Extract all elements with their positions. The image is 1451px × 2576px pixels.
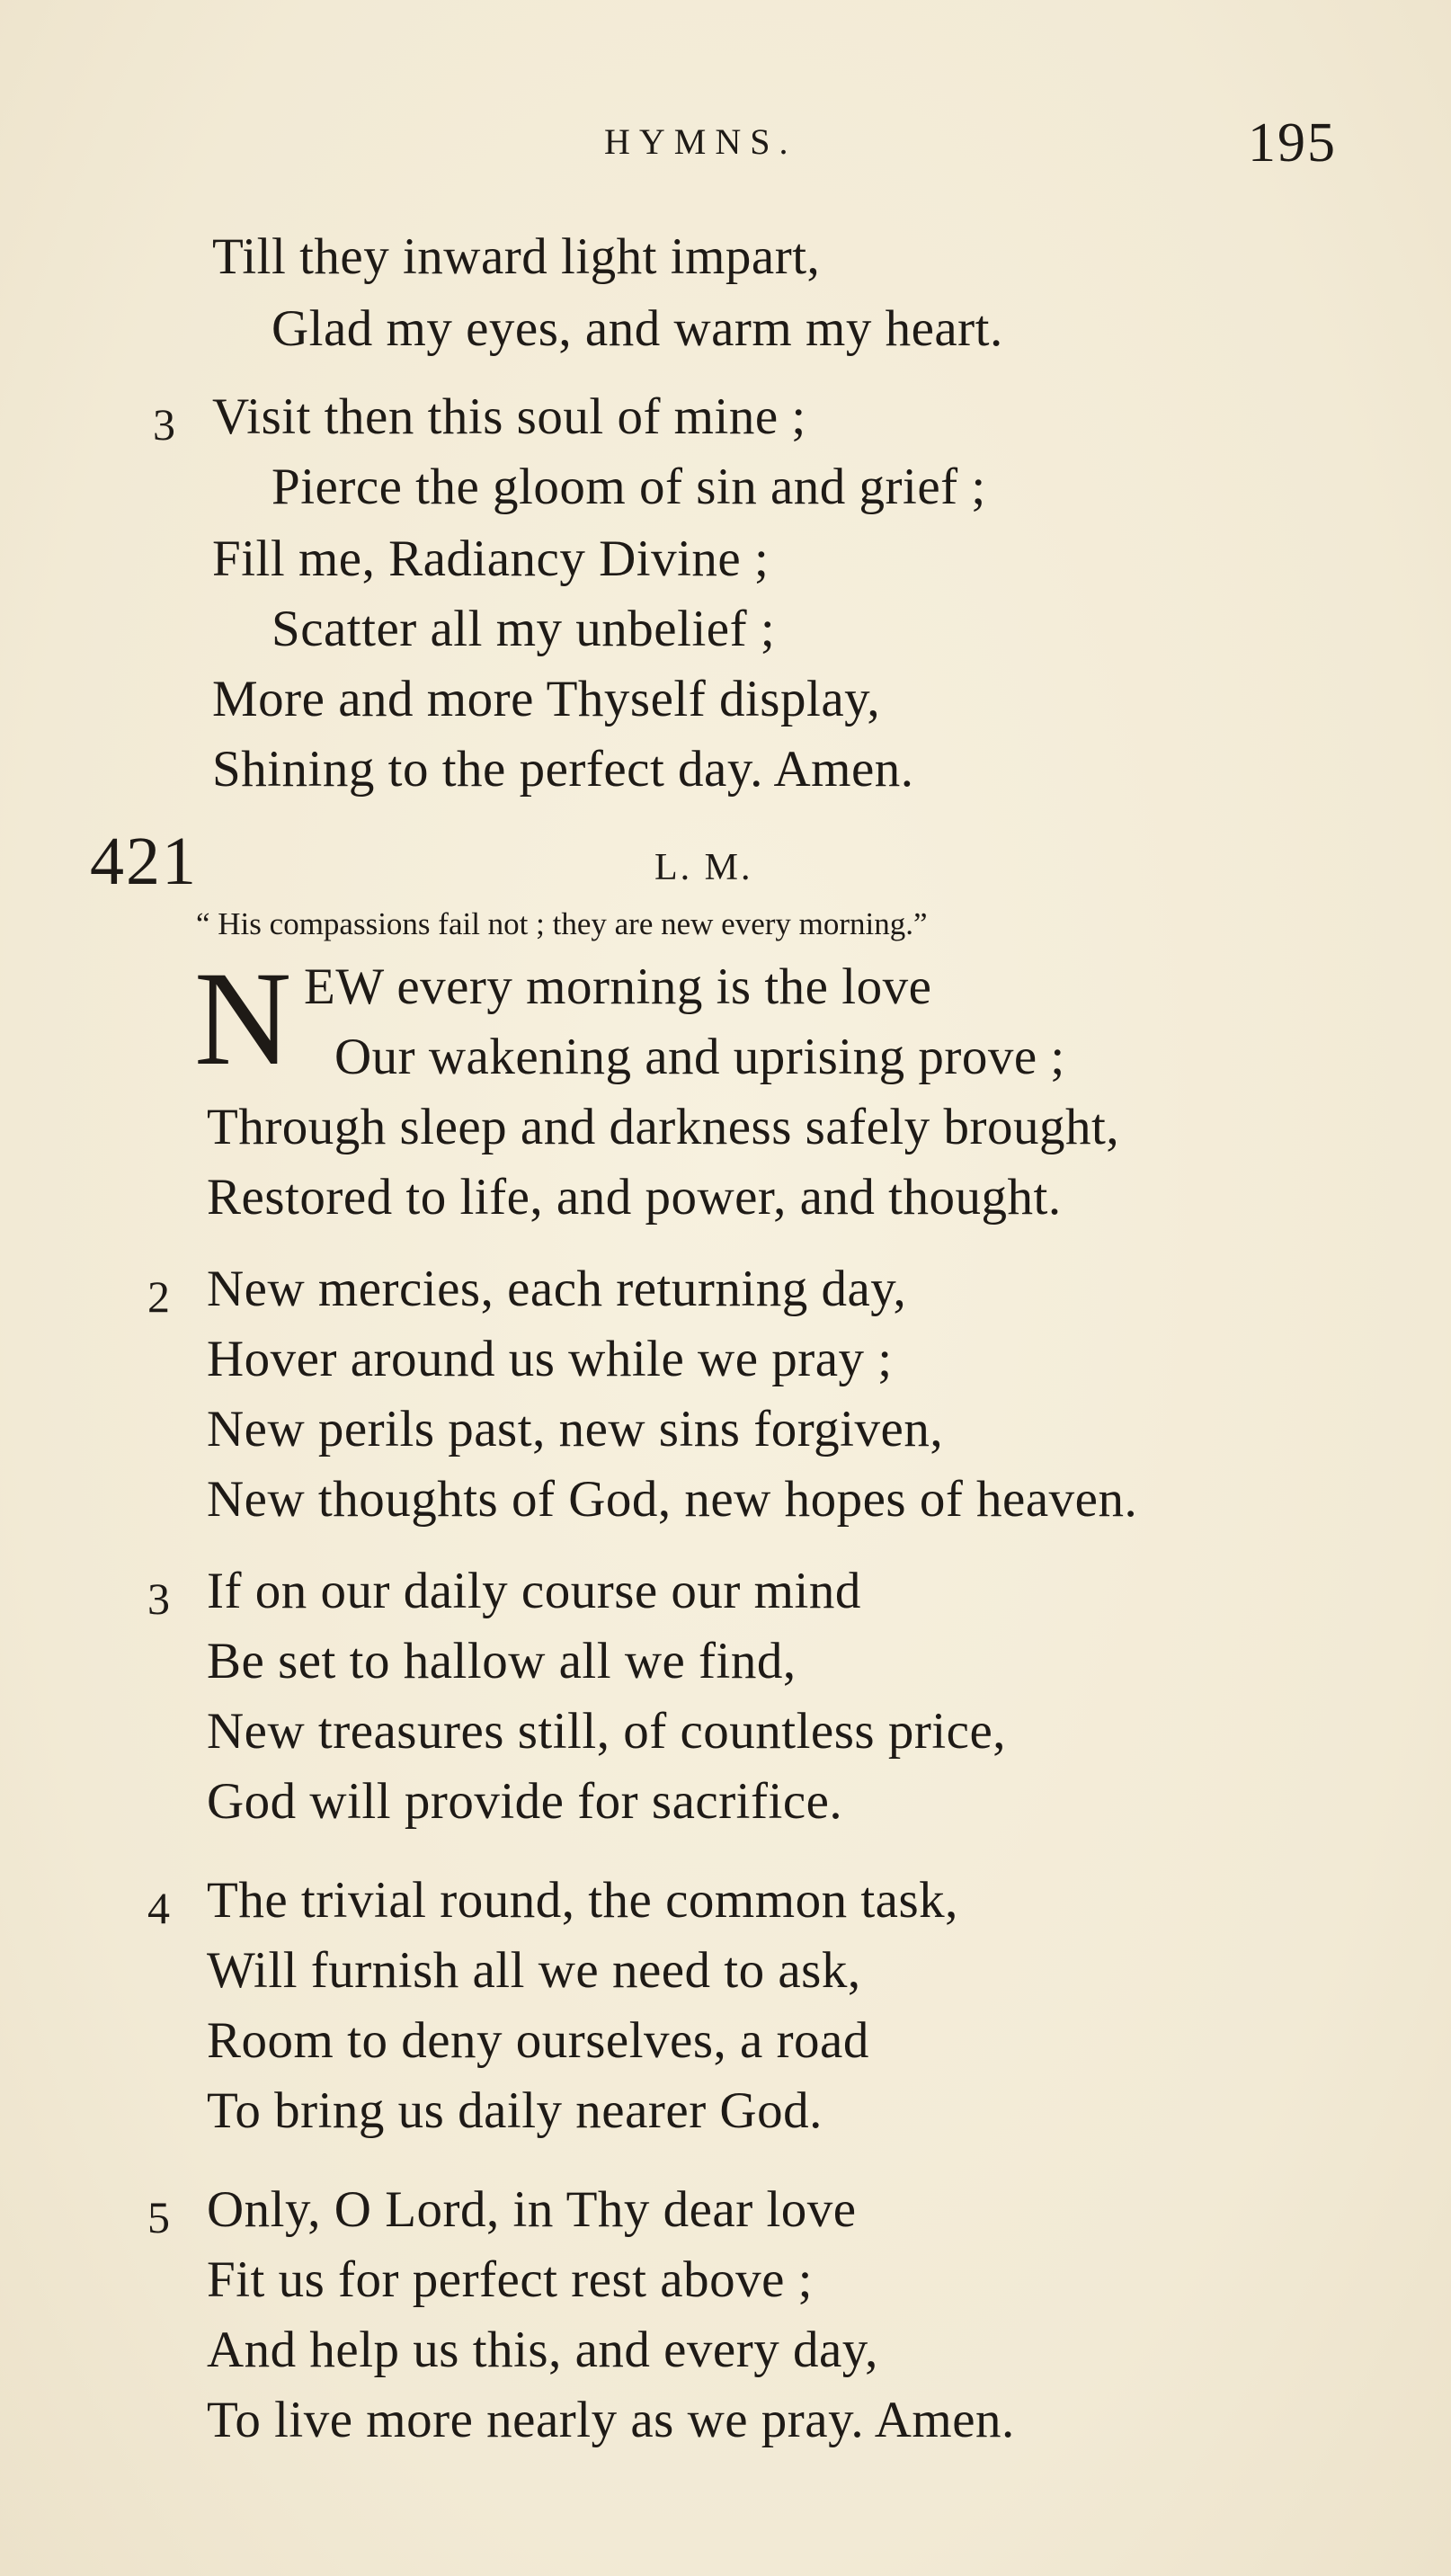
running-header: HYMNS. [604, 121, 797, 162]
verse-line: Only, O Lord, in Thy dear love [207, 2181, 857, 2238]
stanza-number: 3 [153, 399, 175, 450]
verse-line: Fit us for perfect rest above ; [207, 2251, 813, 2308]
verse-line: To live more nearly as we pray. Amen. [207, 2392, 1015, 2448]
verse-line: And help us this, and every day, [207, 2322, 878, 2378]
verse-line: Visit then this soul of mine ; [212, 388, 806, 445]
stanza-number: 3 [147, 1573, 170, 1624]
verse-line: Room to deny ourselves, a road [207, 2012, 869, 2069]
stanza-number: 4 [147, 1883, 170, 1933]
verse-line: Shining to the perfect day. Amen. [212, 741, 914, 798]
verse-line: New treasures still, of countless price, [207, 1703, 1006, 1760]
verse-line: More and more Thyself display, [212, 671, 881, 727]
verse-line: The trivial round, the common task, [207, 1872, 958, 1929]
stanza-number: 2 [147, 1271, 170, 1322]
verse-line: Will furnish all we need to ask, [207, 1942, 861, 1999]
verse-line: Hover around us while we pray ; [207, 1331, 893, 1387]
page-number: 195 [1248, 112, 1337, 174]
hymn-epigraph: “ His compassions fail not ; they are new every morning.” [196, 906, 928, 941]
verse-line: Till they inward light impart, [212, 228, 821, 285]
verse-line: New perils past, new sins forgiven, [207, 1401, 944, 1457]
verse-line: Restored to life, and power, and thought. [207, 1169, 1062, 1226]
verse-line: New thoughts of God, new hopes of heaven. [207, 1471, 1138, 1528]
verse-line: New mercies, each returning day, [207, 1261, 907, 1317]
verse-line: Fill me, Radiancy Divine ; [212, 530, 770, 587]
stanza-number: 5 [147, 2192, 170, 2242]
verse-line: God will provide for sacrifice. [207, 1773, 843, 1830]
verse-line: EW every morning is the love [304, 958, 932, 1015]
verse-line: Through sleep and darkness safely brought, [207, 1099, 1120, 1155]
drop-cap: N [194, 944, 292, 1093]
verse-line: If on our daily course our mind [207, 1563, 861, 1619]
verse-line: Pierce the gloom of sin and grief ; [272, 459, 986, 515]
verse-line: Be set to hallow all we find, [207, 1633, 797, 1689]
hymn-meter: L. M. [654, 847, 753, 888]
verse-line: Scatter all my unbelief ; [272, 601, 776, 657]
verse-line: Our wakening and uprising prove ; [334, 1029, 1065, 1085]
verse-line: Glad my eyes, and warm my heart. [272, 300, 1003, 357]
hymn-number: 421 [90, 824, 198, 899]
verse-line: To bring us daily nearer God. [207, 2082, 823, 2139]
